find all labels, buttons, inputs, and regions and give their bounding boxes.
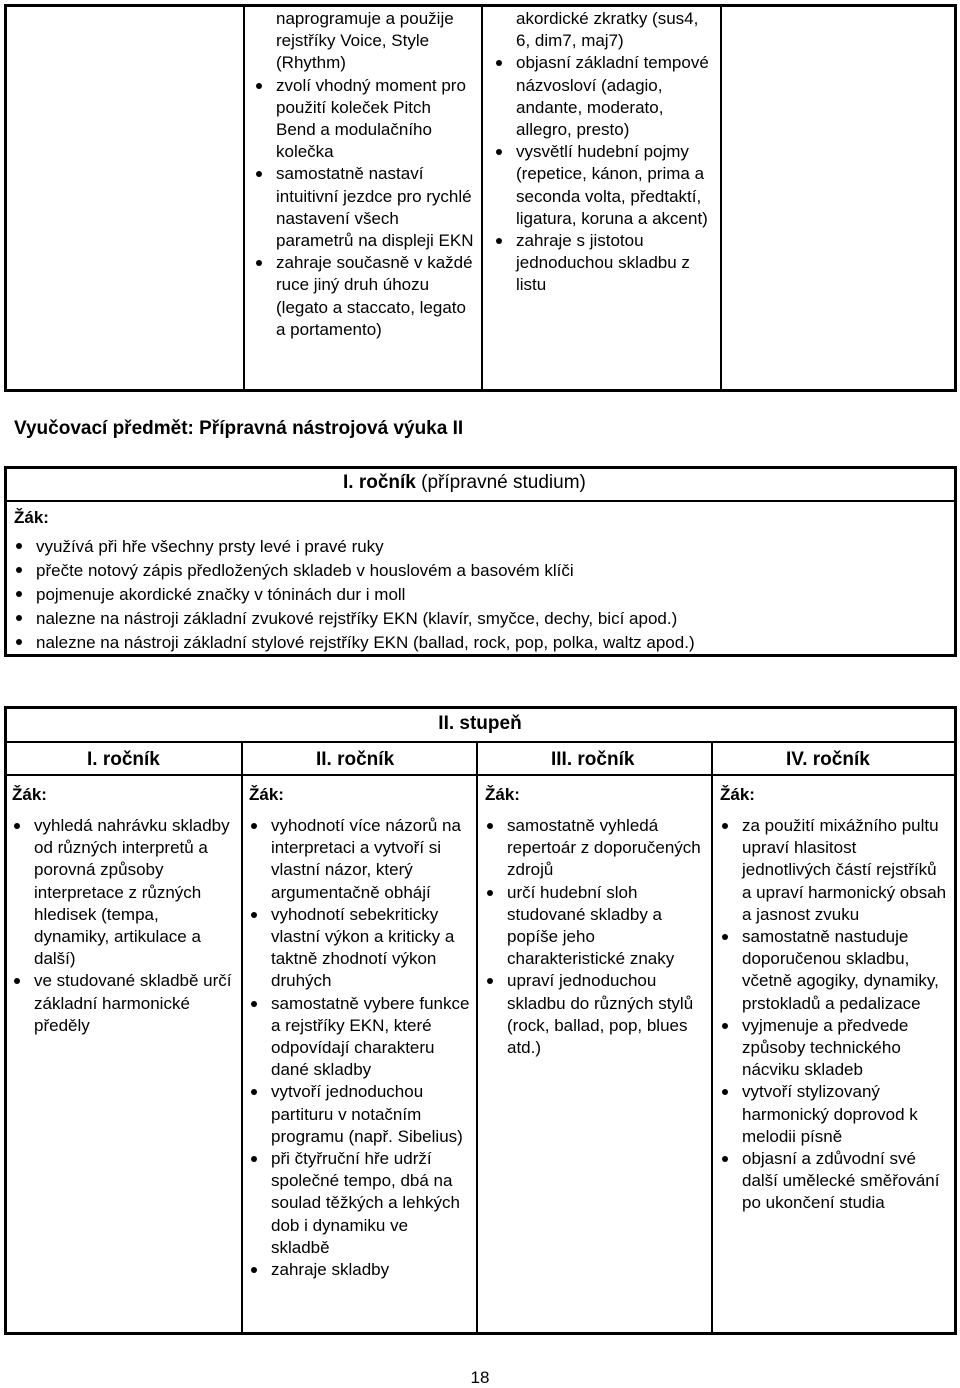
- list-item: vytvoří jednoduchou partituru v notačním programu (např. Sibelius): [249, 1081, 471, 1148]
- list-item: objasní a zdůvodní své další umělecké směřování po ukončení studia: [720, 1148, 948, 1215]
- top-table-divider: [481, 4, 483, 392]
- skill-list: [14, 535, 944, 655]
- list-item: naprogramuje a použije rejstříky Voice, Style (Rhythm): [276, 9, 454, 73]
- list-item: akordické zkratky (sus4, 6, dim7, maj7): [516, 9, 699, 51]
- list-item: samostatně vyhledá repertoár z doporučených zdrojů: [485, 815, 707, 882]
- list-item: přečte notový zápis předložených skladeb v houslovém a basovém klíči: [14, 559, 944, 583]
- top-table-divider: [720, 4, 722, 392]
- student-label: Žák:: [12, 785, 47, 804]
- list-item: za použití mixážního pultu upraví hlasitost jednotlivých částí rejstříků a upraví harmonický obsah a jasnost zvuku: [720, 815, 948, 926]
- student-label: Žák:: [249, 785, 284, 804]
- top-table-divider: [243, 4, 245, 392]
- list-item: zvolí vhodný moment pro použití koleček Pitch Bend a modulačního kolečka: [254, 75, 474, 164]
- stage2-col-4: [720, 785, 948, 1215]
- stage2-divider: [476, 741, 478, 1335]
- stage2-year-line: [4, 774, 957, 776]
- stage2-divider: [241, 741, 243, 1335]
- stage2-col-1: [12, 785, 236, 1037]
- year-header-4: IV. ročník: [786, 749, 870, 770]
- list-item: samostatně nastaví intuitivní jezdce pro rychlé nastavení všech parametrů na displeji EKN: [254, 163, 474, 252]
- prep-year-header-line: [4, 500, 957, 502]
- student-label: Žák:: [485, 785, 520, 804]
- student-label: Žák:: [14, 508, 49, 527]
- prep-year-heading: [343, 472, 586, 494]
- list-item: samostatně nastuduje doporučenou skladbu, včetně agogiky, dynamiky, prstokladů a pedalizace: [720, 926, 948, 1015]
- stage2-title: II. stupeň: [438, 713, 522, 734]
- year-header-1: I. ročník: [87, 749, 160, 770]
- list-item: vytvoří stylizovaný harmonický doprovod k melodii písně: [720, 1081, 948, 1148]
- skill-list: [249, 815, 471, 1281]
- year-header-2: II. ročník: [316, 749, 395, 770]
- prep-year-label: I. ročník: [343, 472, 416, 493]
- list-item: vysvětlí hudební pojmy (repetice, kánon, prima a seconda volta, předtaktí, ligatura, koruna a akcent): [494, 141, 716, 230]
- stage2-col-2: [249, 785, 471, 1281]
- year-header-3: III. ročník: [551, 749, 635, 770]
- list-item: samostatně vybere funkce a rejstříky EKN, které odpovídají charakteru dané skladby: [249, 993, 471, 1082]
- list-item: ve studované skladbě určí základní harmonické předěly: [12, 970, 236, 1037]
- page-number: 18: [470, 1368, 490, 1387]
- list-item: zahraje současně v každé ruce jiný druh úhozu (legato a staccato, legato a portamento): [254, 252, 474, 341]
- list-item: nalezne na nástroji základní zvukové rejstříky EKN (klavír, smyčce, dechy, bicí apod.): [14, 607, 944, 631]
- stage2-col-3: [485, 785, 707, 1059]
- stage2-divider: [711, 741, 713, 1335]
- skill-list: [720, 815, 948, 1215]
- top-table-col3: [494, 8, 716, 297]
- list-item: vyhodnotí více názorů na interpretaci a vytvoří si vlastní názor, který argumentačně obhájí: [249, 815, 471, 904]
- list-item: pojmenuje akordické značky v tóninách dur i moll: [14, 583, 944, 607]
- list-item: vyjmenuje a předvede způsoby technického nácviku skladeb: [720, 1015, 948, 1082]
- skill-list: [494, 8, 716, 297]
- list-item: upraví jednoduchou skladbu do různých stylů (rock, ballad, pop, blues atd.): [485, 970, 707, 1059]
- prep-items: [14, 535, 944, 655]
- subject-title: Vyučovací předmět: Přípravná nástrojová výuka II: [14, 418, 464, 439]
- list-item: určí hudební sloh studované skladby a popíše jeho charakteristické znaky: [485, 882, 707, 971]
- skill-list: [12, 815, 236, 1037]
- list-item: vyhledá nahrávku skladby od různých interpretů a porovná způsoby interpretace z různých hledisek (tempa, dynamiky, artikulace a další): [12, 815, 236, 970]
- list-item: vyhodnotí sebekriticky vlastní výkon a kriticky a taktně zhodnotí výkon druhých: [249, 904, 471, 993]
- list-item: při čtyřruční hře udrží společné tempo, dbá na soulad těžkých a lehkých dob i dynamiku ve skladbě: [249, 1148, 471, 1259]
- list-item: zahraje s jistotou jednoduchou skladbu z listu: [494, 230, 716, 297]
- stage2-title-line: [4, 741, 957, 743]
- top-table-col2: [254, 8, 474, 341]
- skill-list: [254, 8, 474, 341]
- list-item: nalezne na nástroji základní stylové rejstříky EKN (ballad, rock, pop, polka, waltz apod.): [14, 631, 944, 655]
- list-item: objasní základní tempové názvosloví (adagio, andante, moderato, allegro, presto): [494, 52, 716, 141]
- student-label: Žák:: [720, 785, 755, 804]
- prep-year-note: (přípravné studium): [421, 472, 586, 493]
- list-item: zahraje skladby: [249, 1259, 471, 1281]
- skill-list: [485, 815, 707, 1059]
- list-item: využívá při hře všechny prsty levé i pravé ruky: [14, 535, 944, 559]
